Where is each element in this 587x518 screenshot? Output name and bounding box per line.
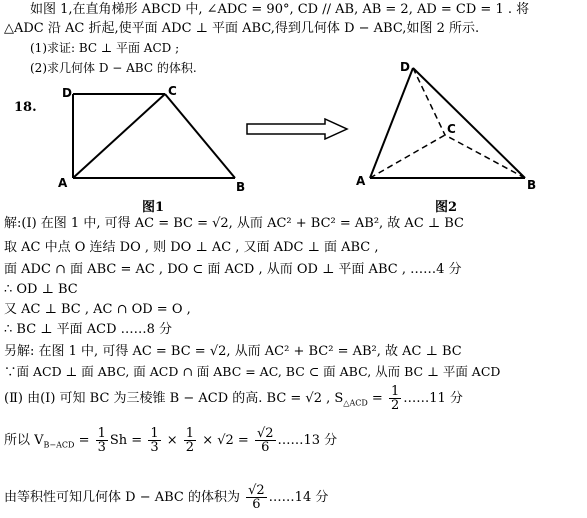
solution-line-2: 取 AC 中点 O 连结 DO , 则 DO ⊥ AC , 又面 ADC ⊥ 面 ABC , <box>4 240 379 255</box>
part2-line-1 <box>4 384 463 419</box>
denominator: 3 <box>150 440 159 455</box>
area-subscript: △ACD <box>343 398 368 408</box>
numerator: √2 <box>256 426 274 441</box>
fig2-label-a: A <box>356 174 366 188</box>
volume-prefix: 所以 V <box>4 433 44 448</box>
fraction-root2-over-6 <box>255 427 276 454</box>
fig1-label-d: D <box>62 86 72 100</box>
fraction-one-third <box>96 427 108 454</box>
figure-1-trapezoid <box>55 80 255 195</box>
volume-subscript: B−ACD <box>43 440 75 450</box>
times-sign: × <box>162 433 182 448</box>
part2-height-text: (Ⅱ) 由(Ⅰ) 可知 BC 为三棱锥 B − ACD 的高. BC = √2 , S <box>4 391 344 406</box>
fig2-label-d: D <box>400 60 410 74</box>
numerator: √2 <box>248 483 265 498</box>
right-arrow-icon <box>245 118 350 140</box>
numerator: 1 <box>185 426 195 441</box>
problem-line-2: △ADC 沿 AC 折起,使平面 ADC ⊥ 平面 ABC,得到几何体 D − ABC,如图 2 所示. <box>4 21 480 36</box>
fraction-final-volume <box>246 484 267 511</box>
question-2: (2)求几何体 D − ABC 的体积. <box>30 61 197 75</box>
figure-2-caption: 图2 <box>435 200 458 215</box>
numerator: 1 <box>97 426 106 441</box>
denominator: 6 <box>252 497 261 512</box>
volume-conclusion: 由等积性可知几何体 D − ABC 的体积为 <box>4 490 245 505</box>
denominator: 2 <box>185 440 195 455</box>
part2-line-3 <box>4 482 328 514</box>
alt-solution-line-2: ∵面 ACD ⊥ 面 ABC, 面 ACD ∩ 面 ABC = AC, BC ⊂ 面 ABC, 从而 BC ⊥ 平面 ACD <box>4 364 501 379</box>
solution-line-5: 又 AC ⊥ BC , AC ∩ OD = O , <box>4 302 191 317</box>
numerator: 1 <box>390 384 400 399</box>
score-11: ……11 分 <box>403 391 463 406</box>
score-13: ……13 分 <box>277 433 338 448</box>
fig1-label-c: C <box>168 84 177 98</box>
fig2-label-c: C <box>447 122 456 136</box>
fig2-label-b: B <box>527 178 537 192</box>
alt-solution-line-1: 另解: 在图 1 中, 可得 AC = BC = √2, 从而 AC² + BC² = AB², 故 AC ⊥ BC <box>4 344 462 359</box>
denominator: 3 <box>97 440 106 455</box>
score-14: ……14 分 <box>268 490 329 505</box>
solution-line-4: ∴ OD ⊥ BC <box>4 282 78 297</box>
fig1-label-a: A <box>58 176 68 190</box>
equals-sign: = <box>74 433 94 448</box>
solution-line-6: ∴ BC ⊥ 平面 ACD ……8 分 <box>4 322 173 337</box>
figure-1-caption: 图1 <box>142 200 165 215</box>
times-root2: × √2 = <box>198 433 253 448</box>
fraction-one-half <box>389 385 401 412</box>
solution-line-3: 面 ADC ∩ 面 ABC = AC , DO ⊂ 面 ACD , 从而 OD ⊥ 平面 ABC , ……4 分 <box>4 262 462 277</box>
denominator: 2 <box>390 398 400 413</box>
problem-line-1: 如图 1,在直角梯形 ABCD 中, ∠ADC = 90°, CD // AB, AB = 2, AD = CD = 1 . 将 <box>30 2 530 17</box>
solution-line-1: 解:(Ⅰ) 在图 1 中, 可得 AC = BC = √2, 从而 AC² + BC² = AB², 故 AC ⊥ BC <box>4 216 464 231</box>
question-1: (1)求证: BC ⊥ 平面 ACD ; <box>30 41 180 55</box>
fraction-one-third-b <box>148 427 160 454</box>
fraction-one-half-b <box>184 427 196 454</box>
fig1-label-b: B <box>236 180 246 194</box>
numerator: 1 <box>150 426 159 441</box>
sh-text: Sh = <box>109 433 147 448</box>
problem-number: 18. <box>14 100 37 115</box>
denominator: 6 <box>261 440 270 455</box>
part2-line-2 <box>4 425 337 462</box>
equals-sign: = <box>367 391 387 406</box>
